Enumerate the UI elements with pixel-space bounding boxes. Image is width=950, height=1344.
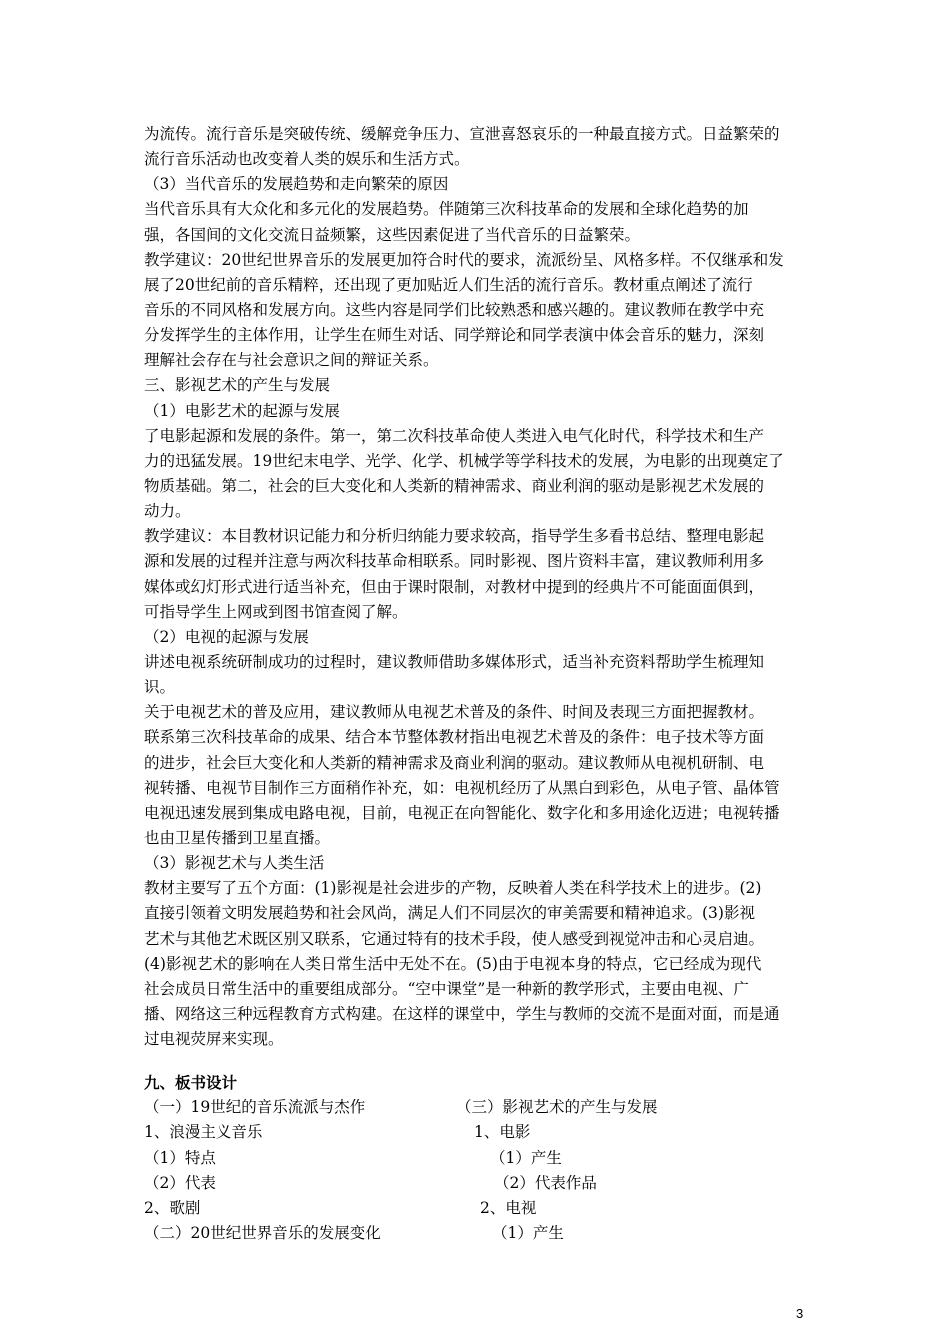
text-line: 社会成员日常生活中的重要组成部分。“空中课堂”是一种新的教学形式，主要由电视、广 bbox=[144, 979, 749, 998]
board-right-item: （2）代表作品 bbox=[494, 1173, 597, 1192]
board-right-item: 1、电影 bbox=[474, 1123, 531, 1142]
subsection-heading: （3）影视艺术与人类生活 bbox=[144, 854, 325, 873]
text-line: 教学建议：本目教材识记能力和分析归纳能力要求较高，指导学生多看书总结、整理电影起 bbox=[144, 527, 765, 546]
text-line: 了电影起源和发展的条件。第一，第二次科技革命使人类进入电气化时代，科学技术和生产 bbox=[144, 426, 765, 445]
board-design bbox=[144, 1070, 814, 1246]
text-line: 源和发展的过程并注意与两次科技革命相联系。同时影视、图片资料丰富，建议教师利用多 bbox=[144, 552, 765, 571]
text-line: 播、网络这三种远程教育方式构建。在这样的课堂中，学生与教师的交流不是面对面，而是通 bbox=[144, 1004, 780, 1023]
text-line: 分发挥学生的主体作用，让学生在师生对话、同学辩论和同学表演中体会音乐的魅力，深刻 bbox=[144, 326, 765, 345]
text-line: 音乐的不同风格和发展方向。这些内容是同学们比较熟悉和感兴趣的。建议教师在教学中充 bbox=[144, 300, 765, 319]
page-number: 3 bbox=[796, 1306, 804, 1321]
text-line: (4)影视艺术的影响在人类日常生活中无处不在。(5)由于电视本身的特点，它已经成为现代 bbox=[144, 954, 762, 973]
text-line: 强，各国间的文化交流日益频繁，这些因素促进了当代音乐的日益繁荣。 bbox=[144, 225, 641, 244]
board-left-item: （一）19世纪的音乐流派与杰作 bbox=[144, 1098, 366, 1117]
text-line: 视转播、电视节目制作三方面稍作补充，如：电视机经历了从黑白到彩色，从电子管、晶体管 bbox=[144, 778, 780, 797]
text-line: 展了20世纪前的音乐精粹，还出现了更加贴近人们生活的流行音乐。教材重点阐述了流行 bbox=[144, 275, 753, 294]
board-left-item: 1、浪漫主义音乐 bbox=[144, 1123, 263, 1142]
text-line: 联系第三次科技革命的成果、结合本节整体教材指出电视艺术普及的条件：电子技术等方面 bbox=[144, 728, 765, 747]
text-line: 艺术与其他艺术既区别又联系，它通过特有的技术手段，使人感受到视觉冲击和心灵启迪。 bbox=[144, 929, 765, 948]
board-right-item: （三）影视艺术的产生与发展 bbox=[456, 1098, 658, 1117]
subsection-heading: （3）当代音乐的发展趋势和走向繁荣的原因 bbox=[144, 175, 449, 194]
text-line: 为流传。流行音乐是突破传统、缓解竞争压力、宣泄喜怒哀乐的一种最直接方式。日益繁荣的 bbox=[144, 125, 780, 143]
text-line: 也由卫星传播到卫星直播。 bbox=[144, 828, 331, 847]
text-line: 可指导学生上网或到图书馆查阅了解。 bbox=[144, 602, 408, 621]
text-line: 流行音乐活动也改变着人类的娱乐和生活方式。 bbox=[144, 150, 470, 169]
text-line: 的进步，社会巨大变化和人类新的精神需求及商业利润的驱动。建议教师从电视机研制、电 bbox=[144, 753, 765, 772]
subsection-heading: （1）电影艺术的起源与发展 bbox=[144, 401, 340, 420]
board-right-item: （1）产生 bbox=[492, 1224, 564, 1243]
text-line: 当代音乐具有大众化和多元化的发展趋势。伴随第三次科技革命的发展和全球化趋势的加 bbox=[144, 200, 749, 219]
text-line: 关于电视艺术的普及应用，建议教师从电视艺术普及的条件、时间及表现三方面把握教材。 bbox=[144, 703, 765, 722]
board-left-item: （1）特点 bbox=[144, 1148, 216, 1167]
subsection-heading: （2）电视的起源与发展 bbox=[144, 627, 309, 646]
section-heading: 三、影视艺术的产生与发展 bbox=[144, 376, 331, 395]
text-line: 教学建议：20世纪世界音乐的发展更加符合时代的要求，流派纷呈、风格多样。不仅继承和发 bbox=[144, 250, 784, 269]
text-line: 教材主要写了五个方面：(1)影视是社会进步的产物，反映着人类在科学技术上的进步。(2) bbox=[144, 879, 762, 898]
board-left-item: 2、歌剧 bbox=[144, 1198, 201, 1217]
body-text bbox=[144, 122, 814, 1052]
text-line: 力的迅猛发展。19世纪末电学、光学、化学、机械学等学科技术的发展，为电影的出现奠定了 bbox=[144, 451, 784, 470]
text-line: 讲述电视系统研制成功的过程时，建议教师借助多媒体形式，适当补充资料帮助学生梳理知 bbox=[144, 652, 765, 671]
board-left-item: （二）20世纪世界音乐的发展变化 bbox=[144, 1224, 381, 1243]
text-line: 电视迅速发展到集成电路电视，目前，电视正在向智能化、数字化和多用途化迈进；电视转播 bbox=[144, 803, 780, 822]
text-line: 动力。 bbox=[144, 502, 191, 521]
text-line: 理解社会存在与社会意识之间的辩证关系。 bbox=[144, 351, 439, 370]
text-line: 识。 bbox=[144, 678, 176, 697]
board-right-item: 2、电视 bbox=[480, 1198, 537, 1217]
text-line: 直接引领着文明发展趋势和社会风尚，满足人们不同层次的审美需要和精神追求。(3)影视 bbox=[144, 904, 755, 923]
text-line: 过电视荧屏来实现。 bbox=[144, 1030, 284, 1049]
text-line: 媒体或幻灯形式进行适当补充，但由于课时限制，对教材中提到的经典片不可能面面俱到， bbox=[144, 577, 765, 596]
board-left-item: （2）代表 bbox=[144, 1173, 216, 1192]
text-line: 物质基础。第二，社会的巨大变化和人类新的精神需求、商业利润的驱动是影视艺术发展的 bbox=[144, 476, 765, 495]
board-heading: 九、板书设计 bbox=[144, 1073, 238, 1092]
board-right-item: （1）产生 bbox=[490, 1148, 562, 1167]
